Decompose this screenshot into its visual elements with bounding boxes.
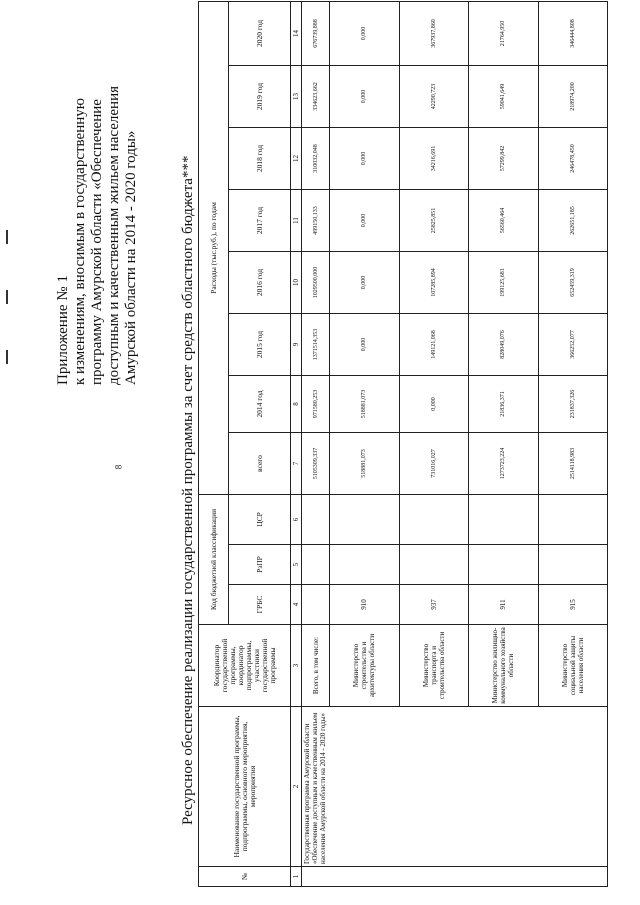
value-cell: 25825,851 [399, 190, 468, 252]
value-cell: 231837,326 [538, 376, 607, 433]
rzpr-code [330, 545, 399, 585]
value-cell: 246478,450 [538, 128, 607, 190]
appendix-line: доступным и качественным жильем населения [106, 85, 122, 385]
value-cell: 42290,723 [399, 66, 468, 128]
column-number: 1 [291, 867, 302, 887]
appendix-line: Приложение № 1 [55, 275, 71, 385]
value-cell: 828049,076 [469, 314, 538, 376]
value-cell: 59041,649 [469, 66, 538, 128]
appendix-note [55, 45, 140, 385]
value-cell: 5105309,337 [302, 433, 330, 495]
header-year: 2016 год [229, 252, 291, 314]
rzpr-code [538, 545, 607, 585]
value-cell: 676739,888 [302, 1, 330, 65]
header-rzpr: РзПР [229, 545, 291, 585]
header-year: 2015 год [229, 314, 291, 376]
grbs-code: 915 [538, 585, 607, 625]
grbs-code: 910 [330, 585, 399, 625]
rzpr-code [399, 545, 468, 585]
csr-code [399, 495, 468, 545]
column-number: 12 [291, 128, 302, 190]
rzpr-code [302, 545, 330, 585]
page-number: 8 [113, 464, 124, 470]
table-title: Ресурсное обеспечение реализации государственной программы за счет средств областного бюджета*** [180, 155, 196, 825]
column-number: 14 [291, 1, 302, 65]
value-cell: 0,000 [330, 190, 399, 252]
column-number: 3 [291, 625, 302, 707]
header-budget-code: Код бюджетной классификации [199, 495, 229, 625]
value-cell: 310032,048 [302, 128, 330, 190]
value-cell: 149121,068 [399, 314, 468, 376]
value-cell: 218974,200 [538, 66, 607, 128]
rzpr-code [469, 545, 538, 585]
appendix-line: Амурской области на 2014 - 2020 годы» [123, 130, 139, 385]
participant: Министерство транспорта и строительства области [399, 625, 468, 707]
budget-table [198, 1, 608, 887]
value-cell: 1029500,000 [302, 252, 330, 314]
appendix-line: к изменениям, вносимым в государственную [72, 98, 88, 385]
value-cell: 0,000 [330, 128, 399, 190]
value-cell: 0,000 [330, 66, 399, 128]
value-cell: 0,000 [399, 376, 468, 433]
value-cell: 971580,253 [302, 376, 330, 433]
value-cell: 21764,950 [469, 1, 538, 65]
column-number: 13 [291, 66, 302, 128]
grbs-code: 937 [399, 585, 468, 625]
value-cell: 0,000 [330, 252, 399, 314]
grbs-code [302, 585, 330, 625]
value-cell: 334623,662 [302, 66, 330, 128]
value-cell: 518881,073 [330, 376, 399, 433]
column-number: 9 [291, 314, 302, 376]
value-cell: 2514118,983 [538, 433, 607, 495]
column-number: 6 [291, 495, 302, 545]
value-cell: 1273723,224 [469, 433, 538, 495]
csr-code [538, 495, 607, 545]
header-coordinator: Координатор государственной программы, координатор подпрограммы, участники государственной программы [199, 625, 291, 707]
value-cell: 652459,319 [538, 252, 607, 314]
value-cell: 499150,133 [302, 190, 330, 252]
value-cell: 731016,027 [399, 433, 468, 495]
column-number: 5 [291, 545, 302, 585]
appendix-line: программу Амурской области «Обеспечение [89, 99, 105, 385]
column-number: 8 [291, 376, 302, 433]
value-cell: 0,000 [330, 1, 399, 65]
header-year: 2019 год [229, 66, 291, 128]
column-number: 10 [291, 252, 302, 314]
header-expenses: Расходы (тыс.руб.), по годам [199, 1, 229, 494]
header-name: Наименование государственной программы, подпрограммы, основного мероприятия, мероприятия [199, 707, 291, 867]
value-cell: 346444,808 [538, 1, 607, 65]
value-cell: 366252,077 [538, 314, 607, 376]
column-number: 11 [291, 190, 302, 252]
value-cell: 518881,073 [330, 433, 399, 495]
value-cell: 1371514,353 [302, 314, 330, 376]
header-year: 2018 год [229, 128, 291, 190]
header-year: 2020 год [229, 1, 291, 65]
participant: Министерство социальной защиты населения области [538, 625, 607, 707]
grbs-code: 911 [469, 585, 538, 625]
csr-code [330, 495, 399, 545]
program-name: Государственная программа Амурской области «Обеспечение доступным и качественным жильем населения Амурской области на 2014 - 2020 годы» [302, 707, 608, 867]
table-row [302, 1, 330, 886]
header-grbs: ГРБС [229, 585, 291, 625]
header-csr: ЦСР [229, 495, 291, 545]
participant: Всего, в том числе: [302, 625, 330, 707]
value-cell: 367937,860 [399, 1, 468, 65]
column-number: 4 [291, 585, 302, 625]
participant: Министерство жилищно-коммунального хозяйства области [469, 625, 538, 707]
csr-code [302, 495, 330, 545]
header-year: 2017 год [229, 190, 291, 252]
value-cell: 21836,371 [469, 376, 538, 433]
column-number: 7 [291, 433, 302, 495]
value-cell: 262651,185 [538, 190, 607, 252]
value-cell: 57299,842 [469, 128, 538, 190]
value-cell: 56560,464 [469, 190, 538, 252]
participant: Министерство строительства и архитектуры области [330, 625, 399, 707]
header-total: всего [229, 433, 291, 495]
value-cell: 0,000 [330, 314, 399, 376]
value-cell: 34216,691 [399, 128, 468, 190]
header-year: 2014 год [229, 376, 291, 433]
column-number: 2 [291, 707, 302, 867]
value-cell: 199125,681 [469, 252, 538, 314]
csr-code [469, 495, 538, 545]
value-cell: 107285,894 [399, 252, 468, 314]
header-no: № [199, 867, 291, 887]
row-no [302, 867, 608, 887]
